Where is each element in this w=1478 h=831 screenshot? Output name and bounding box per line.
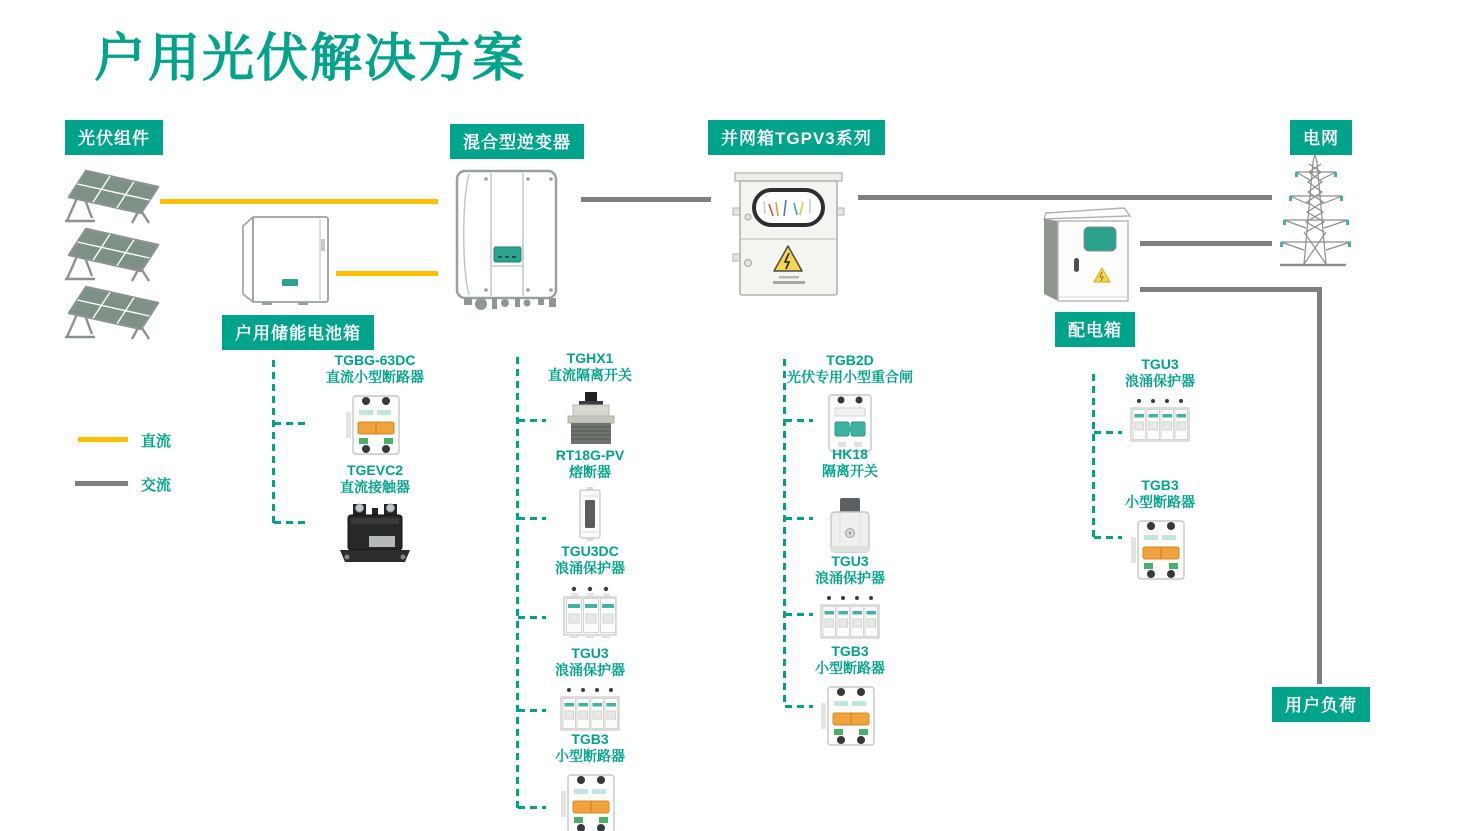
tgu3dc-product-image xyxy=(560,583,620,639)
component-tgb3-gridbox xyxy=(755,643,945,749)
component-desc: 光伏专用小型重合闸 xyxy=(787,369,913,385)
component-desc: 浪涌保护器 xyxy=(555,560,625,576)
component-desc: 浪涌保护器 xyxy=(555,662,625,678)
distribution-box-illustration xyxy=(1040,204,1132,304)
tree-battery-vertical xyxy=(272,360,275,525)
component-desc: 直流接触器 xyxy=(340,479,410,495)
tgu3-product-image xyxy=(818,593,882,641)
legend-ac-label: 交流 xyxy=(141,477,172,494)
tgb3-product-image xyxy=(819,683,881,749)
component-model: TGEVC2 xyxy=(346,462,403,478)
pv-panel-illustration xyxy=(62,226,162,284)
tgu3-product-image xyxy=(558,685,622,733)
ac-line-gridbox-to-grid xyxy=(858,195,1272,200)
component-rt18g-pv xyxy=(495,447,685,541)
battery-box-illustration xyxy=(240,211,332,306)
component-model: TGB3 xyxy=(1141,477,1179,493)
component-desc: 浪涌保护器 xyxy=(1125,373,1195,389)
component-desc: 小型断路器 xyxy=(1125,494,1195,510)
component-model: TGU3 xyxy=(831,553,869,569)
chip-battery-box: 户用储能电池箱 xyxy=(222,315,374,350)
dc-line-pv-to-inverter xyxy=(160,199,438,204)
component-desc: 熔断器 xyxy=(569,464,611,480)
tgbg-63dc-product-image xyxy=(344,392,406,458)
component-tgb2d xyxy=(755,352,945,454)
component-tgb3-distbox xyxy=(1065,477,1255,583)
component-model: RT18G-PV xyxy=(555,447,625,463)
chip-hybrid-inverter: 混合型逆变器 xyxy=(450,124,584,159)
component-desc: 直流隔离开关 xyxy=(548,367,632,383)
component-model: TGBG-63DC xyxy=(334,352,416,368)
hybrid-inverter-illustration xyxy=(454,167,559,312)
ac-line-inverter-to-gridbox xyxy=(581,197,711,202)
pv-panel-illustration xyxy=(62,284,162,342)
component-desc: 直流小型断路器 xyxy=(326,369,424,385)
tgb3-product-image xyxy=(559,771,621,831)
ac-line-distbox-to-load-horizontal xyxy=(1140,287,1322,292)
component-tgu3-gridbox xyxy=(755,553,945,641)
chip-user-load: 用户负荷 xyxy=(1272,687,1370,722)
component-model: TGU3 xyxy=(1141,356,1179,372)
tgb3-product-image xyxy=(1129,517,1191,583)
page-title: 户用光伏解决方案 xyxy=(94,30,527,88)
component-model: TGB2D xyxy=(826,352,874,368)
tgevc2-product-image xyxy=(339,502,411,566)
chip-grid-connection-box: 并网箱TGPV3系列 xyxy=(708,120,885,155)
chip-pv-modules: 光伏组件 xyxy=(65,120,163,155)
legend-dc-label: 直流 xyxy=(141,433,172,450)
component-tgu3dc xyxy=(495,543,685,639)
pv-panel-illustration xyxy=(62,168,162,226)
component-model: TGB3 xyxy=(831,643,869,659)
component-tghx1 xyxy=(495,350,685,448)
component-tgb3-inverter xyxy=(495,731,685,831)
component-desc: 浪涌保护器 xyxy=(815,570,885,586)
component-tgu3-inverter xyxy=(495,645,685,733)
component-hk18 xyxy=(755,446,945,556)
tghx1-product-image xyxy=(559,390,621,448)
tgu3-product-image xyxy=(1128,396,1192,444)
chip-distribution-box: 配电箱 xyxy=(1055,312,1135,347)
grid-connection-box-illustration xyxy=(731,166,846,301)
component-tgu3-distbox xyxy=(1065,356,1255,444)
rt18g-pv-product-image xyxy=(576,487,604,541)
ac-line-distbox-to-load-vertical xyxy=(1317,287,1322,684)
chip-power-grid: 电网 xyxy=(1290,120,1352,155)
dc-line-battery-to-inverter xyxy=(336,271,438,276)
transmission-tower-illustration xyxy=(1280,152,1352,268)
component-model: TGB3 xyxy=(571,731,609,747)
component-desc: 小型断路器 xyxy=(555,748,625,764)
component-desc: 小型断路器 xyxy=(815,660,885,676)
ac-line-distbox-to-grid xyxy=(1140,241,1272,246)
component-model: HK18 xyxy=(832,446,868,462)
tgb2d-product-image xyxy=(822,392,878,454)
legend-ac-swatch xyxy=(75,481,128,486)
component-tgbg-63dc xyxy=(280,352,470,458)
component-model: TGU3DC xyxy=(561,543,619,559)
component-model: TGHX1 xyxy=(566,350,614,366)
legend-dc-swatch xyxy=(78,437,128,442)
component-model: TGU3 xyxy=(571,645,609,661)
component-desc: 隔离开关 xyxy=(822,463,878,479)
hk18-product-image xyxy=(824,496,876,556)
component-tgevc2 xyxy=(280,462,470,566)
